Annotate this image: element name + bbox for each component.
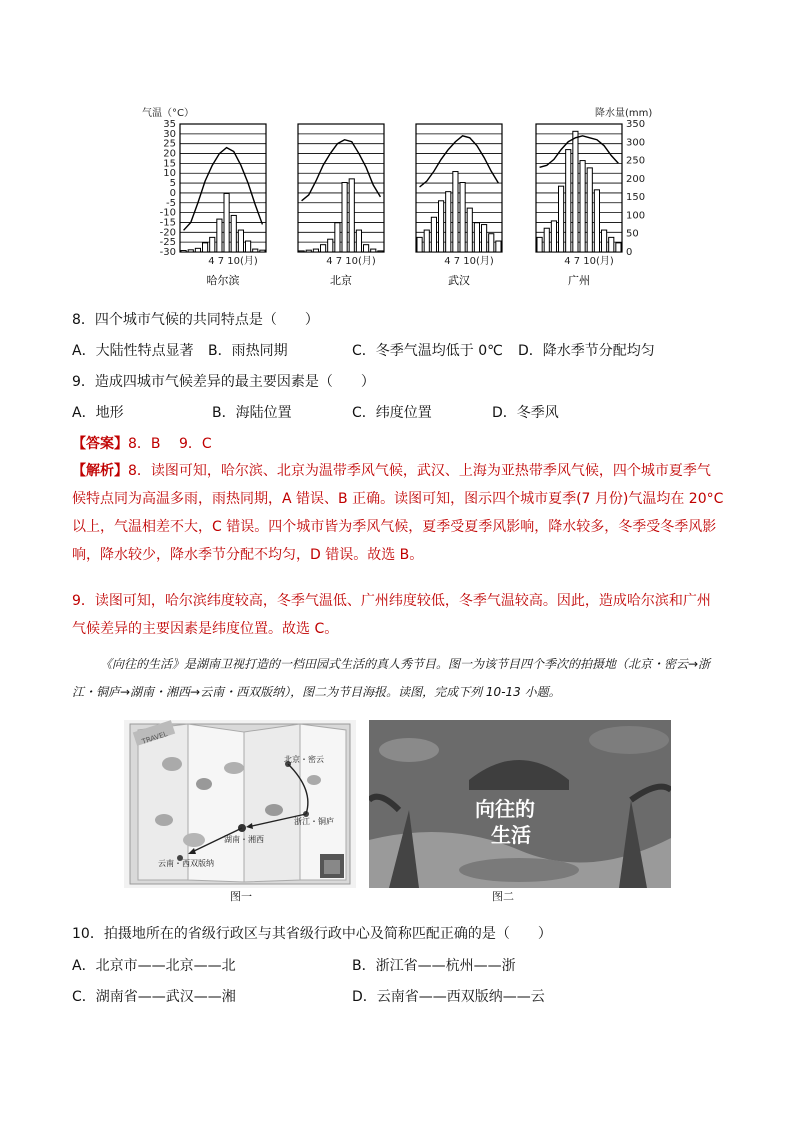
precip-tick-label: 0 [626, 247, 633, 258]
q10-stem: 10．拍摄地所在的省级行政区与其省级行政中心及简称匹配正确的是（ ） [72, 926, 552, 942]
precip-tick-label: 100 [626, 210, 646, 222]
precip-bar [356, 230, 361, 252]
precip-axis-title: 降水量(mm) [595, 108, 653, 119]
month-axis-label: 4 7 10(月) [564, 256, 614, 267]
precip-bar [609, 237, 614, 252]
q9-option-c: C．纬度位置 [352, 405, 432, 421]
precip-bar [453, 172, 458, 252]
q9-stem: 9．造成四城市气候差异的最主要因素是（ ） [72, 374, 375, 390]
chart-frame [180, 124, 266, 252]
precip-bar [467, 208, 472, 252]
month-axis-label: 4 7 10(月) [208, 256, 258, 267]
precip-bar [188, 250, 193, 252]
precip-bar [181, 251, 186, 252]
q8-option-b: B．雨热同期 [208, 343, 288, 359]
figure-1-map [124, 720, 356, 888]
q10-option-a: A．北京市——北京——北 [72, 958, 236, 974]
precip-bar [217, 219, 222, 252]
precip-bar [378, 251, 383, 252]
temp-tick-label: 10 [163, 168, 176, 180]
analysis-label: 【解析】 [72, 463, 128, 479]
precip-bar [474, 223, 479, 252]
city-label: 哈尔滨 [206, 274, 240, 287]
temp-tick-label: 30 [163, 128, 176, 140]
temp-tick-label: 20 [163, 148, 176, 160]
precip-tick-label: 150 [626, 192, 646, 204]
q10-option-d: D．云南省——西双版纳——云 [352, 989, 545, 1005]
city-label: 北京 [330, 274, 352, 287]
precip-bar [238, 230, 243, 252]
precip-bar [446, 192, 451, 252]
precip-bar [496, 241, 501, 252]
temp-tick-label: 25 [163, 138, 176, 150]
analysis-q8-text: 8．读图可知，哈尔滨、北京为温带季风气候，武汉、上海为亚热带季风气候，四个城市夏季气候特点同为高温多雨，雨热同期，A 错误、B 正确。读图可知，图示四个城市夏季(7 月份)气温均在 20°C 以上，气温相差不大，C 错误。四个城市皆为季风气候，夏季受夏季风影响，降水较多，冬季受冬季风影响，降水较少，降水季节分配不均匀，D 错误。故选 B。 [72, 463, 724, 563]
precip-bar [594, 190, 599, 252]
precip-bar [342, 183, 347, 252]
chart-frame [298, 124, 384, 252]
precip-bar [544, 228, 549, 252]
city-label: 武汉 [448, 274, 470, 287]
precip-bar [203, 243, 208, 252]
temp-tick-label: 5 [169, 178, 176, 190]
precip-bar [364, 245, 369, 252]
q9-option-b: B．海陆位置 [212, 405, 292, 421]
precip-bar [537, 237, 542, 252]
map-label-zhejiang: 浙江・铜庐 [294, 817, 334, 826]
precip-bar [566, 150, 571, 252]
q10-option-c: C．湖南省——武汉——湘 [72, 989, 236, 1005]
precip-bar [253, 249, 258, 252]
temp-tick-label: -20 [159, 227, 176, 239]
precip-bar [313, 249, 318, 252]
precip-bar [195, 248, 200, 252]
analysis-q9: 9．读图可知，哈尔滨纬度较高，冬季气温低、广州纬度较低，冬季气温较高。因此，造成哈尔滨和广州气候差异的主要因素是纬度位置。故选 C。 [72, 593, 711, 637]
precip-bar [580, 161, 585, 252]
month-axis-label: 4 7 10(月) [326, 256, 376, 267]
precip-bar [602, 230, 607, 252]
precip-bar [460, 183, 465, 252]
precip-bar [371, 249, 376, 252]
temp-tick-label: 15 [163, 158, 176, 170]
climate-charts [140, 104, 660, 294]
precip-bar [246, 241, 251, 252]
analysis-q8 [72, 457, 724, 569]
precip-bar [551, 221, 556, 252]
precip-bar [489, 234, 494, 252]
precip-bar [417, 237, 422, 252]
temp-tick-label: -25 [159, 237, 176, 249]
precip-bar [231, 215, 236, 252]
figure-2-poster [369, 720, 671, 888]
precip-bar [431, 217, 436, 252]
precip-bar [573, 131, 578, 252]
poster-title-line1: 向往的 [475, 797, 535, 821]
precip-bar [335, 223, 340, 252]
q8-option-c: C．冬季气温均低于 0℃ [352, 343, 503, 359]
climate-charts-svg [140, 104, 660, 294]
precip-tick-label: 200 [626, 173, 646, 185]
precip-bar [559, 186, 564, 252]
precip-bar [224, 193, 229, 252]
answer-text: 8．B 9．C [128, 436, 212, 452]
precip-bar [587, 168, 592, 252]
temp-tick-label: 35 [163, 119, 176, 130]
q8-option-d: D．降水季节分配均匀 [518, 343, 655, 359]
city-label: 广州 [568, 274, 590, 287]
q9-option-a: A．地形 [72, 405, 124, 421]
map-illustration [124, 720, 356, 888]
precip-bar [349, 179, 354, 252]
precip-bar [306, 250, 311, 252]
precip-bar [328, 239, 333, 252]
precip-bar [482, 225, 487, 252]
precip-tick-label: 50 [626, 228, 639, 240]
temp-axis-title: 气温（°C） [142, 108, 194, 119]
figure-1-caption: 图一 [230, 890, 252, 903]
precip-bar [616, 243, 621, 252]
temp-tick-label: -30 [159, 247, 176, 258]
map-label-beijing: 北京・密云 [284, 755, 324, 764]
poster-title-line2: 生活 [491, 823, 531, 847]
precip-tick-label: 350 [626, 119, 646, 130]
q9-option-d: D．冬季风 [492, 405, 559, 421]
temp-tick-label: 0 [169, 187, 176, 199]
map-label-hunan: 湖南・湘西 [224, 835, 264, 844]
poster-illustration [369, 720, 671, 888]
temp-tick-label: -10 [159, 207, 176, 219]
intro-text: 《向往的生活》是湖南卫视打造的一档田园式生活的真人秀节目。图一为该节目四个季次的拍摄地（北京・密云→浙江・铜庐→湖南・湘西→云南・西双版纳），图二为节目海报。读图，完成下列 10-13 小题。 [72, 657, 711, 699]
answer-line [72, 434, 212, 454]
precip-bar [210, 237, 215, 252]
map-travel-label: TRAVEL [140, 730, 169, 746]
q8-stem: 8．四个城市气候的共同特点是（ ） [72, 312, 319, 328]
precip-tick-label: 250 [626, 155, 646, 167]
temp-tick-label: -15 [159, 217, 176, 229]
precip-bar [299, 251, 304, 252]
temp-tick-label: -5 [166, 197, 176, 209]
map-label-yunnan: 云南・西双版纳 [158, 859, 214, 868]
precip-tick-label: 300 [626, 137, 646, 149]
precip-bar [260, 250, 265, 252]
precip-bar [424, 230, 429, 252]
precip-bar [321, 245, 326, 252]
answer-label: 【答案】 [72, 436, 128, 452]
precip-bar [439, 201, 444, 252]
figure-2-caption: 图二 [492, 890, 514, 903]
q10-option-b: B．浙江省——杭州——浙 [352, 958, 516, 974]
month-axis-label: 4 7 10(月) [444, 256, 494, 267]
q8-option-a: A．大陆性特点显著 [72, 343, 194, 359]
